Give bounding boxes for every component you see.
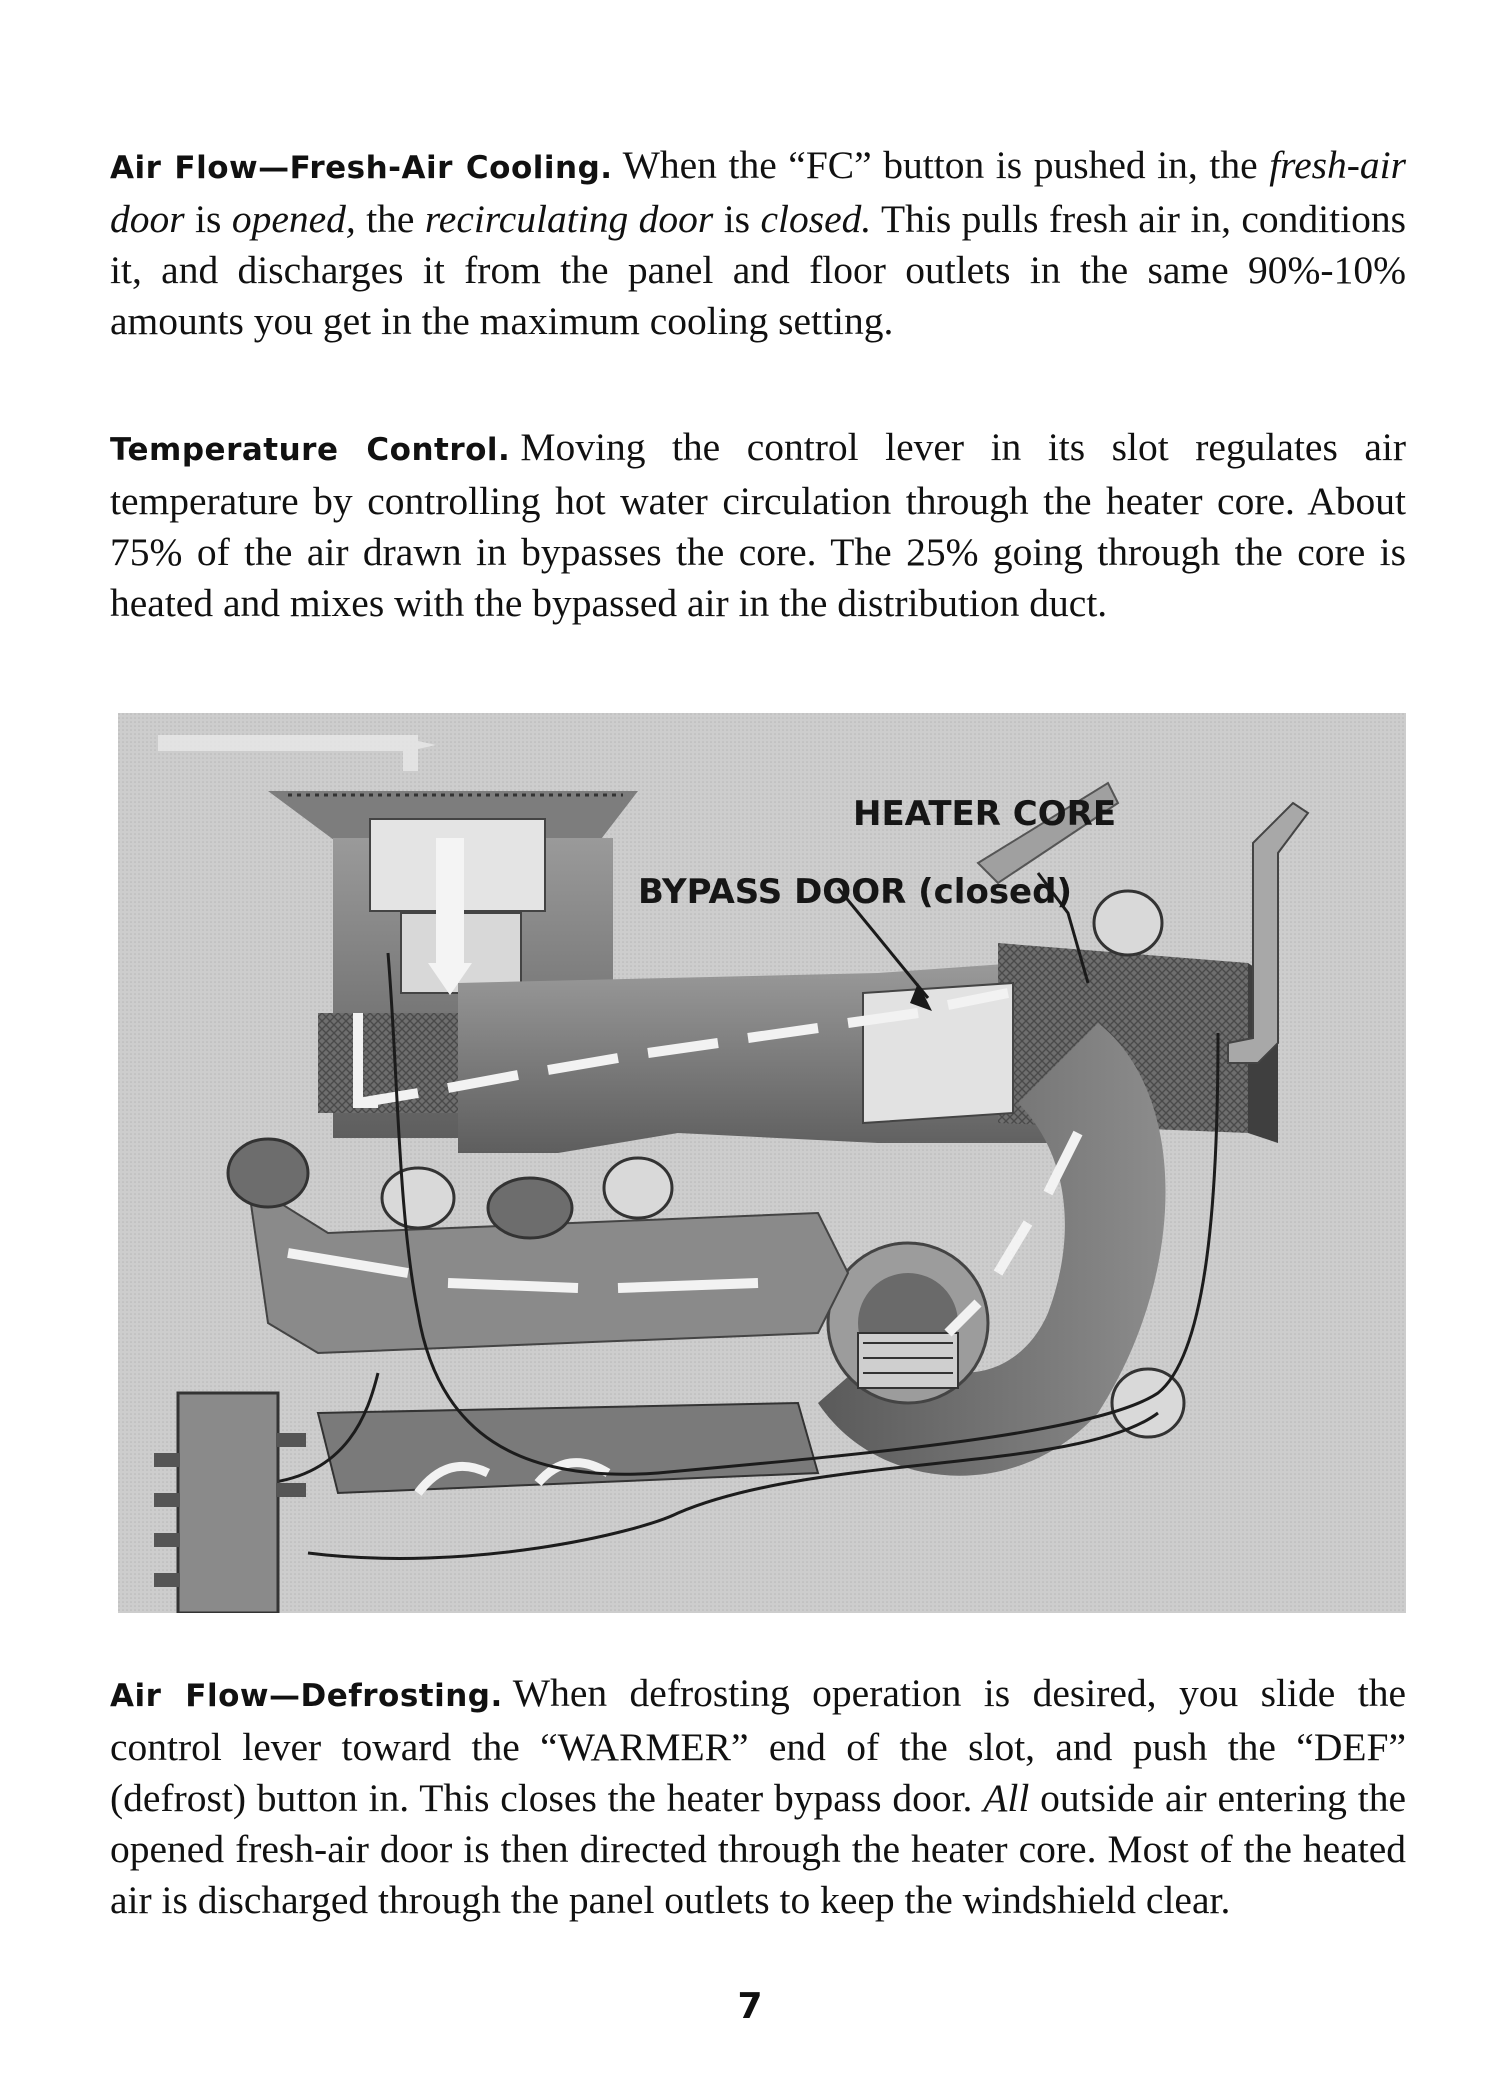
- heading-temperature-control: Temperature Control.: [110, 432, 511, 468]
- bypass-door: [863, 983, 1013, 1123]
- paragraph-temperature-control: [110, 422, 1406, 629]
- text-segment: is: [713, 197, 761, 241]
- left-outlet-nozzle: [228, 1139, 308, 1207]
- text-segment: When the “FC” button is pushed in, the: [622, 143, 1270, 187]
- center-outlet-nozzle: [488, 1178, 572, 1238]
- heading-fresh-air-cooling: Air Flow—Fresh-Air Cooling.: [110, 150, 613, 186]
- text-segment: is: [184, 197, 232, 241]
- paragraph-fresh-air-cooling: [110, 140, 1406, 347]
- italic-all: All: [983, 1776, 1030, 1820]
- heater-airflow-illustration: [118, 713, 1406, 1613]
- text-segment: the: [355, 197, 425, 241]
- page-number: 7: [737, 1986, 763, 2027]
- heading-defrosting: Air Flow—Defrosting.: [110, 1678, 503, 1714]
- text-segment: outside air entering the opened fresh-air door is then directed through the heater core. Most of the heated air is discharged through the panel outlets to keep the windshield clear.: [110, 1776, 1406, 1922]
- italic-recirculating-door: recirculating door: [424, 197, 714, 241]
- text-segment: When defrosting operation is desired, you slide the control lever toward the “WARMER” end of the slot, and push the “DEF” (defrost) button in. This closes the heater bypass door.: [110, 1671, 1406, 1820]
- label-bypass-door: BYPASS DOOR (closed): [638, 872, 1072, 912]
- paragraph-defrosting: [110, 1668, 1406, 1926]
- italic-fresh-air-door: fresh-air door: [110, 143, 1406, 241]
- figure-background: [118, 713, 1406, 1613]
- label-heater-core: HEATER CORE: [853, 794, 1117, 834]
- italic-closed: closed.: [760, 197, 872, 241]
- text-segment: This pulls fresh air in, conditions it, and discharges it from the panel and floor outlets in the same 90%-10% amounts you get in the maximum cooling setting.: [110, 197, 1406, 343]
- italic-opened: opened,: [231, 197, 356, 241]
- text-segment: Moving the control lever in its slot regulates air temperature by controlling hot water circulation through the heater core. About 75% of the air drawn in bypasses the core. The 25% going through the core is heated and mixes with the bypassed air in the distribution duct.: [110, 425, 1406, 625]
